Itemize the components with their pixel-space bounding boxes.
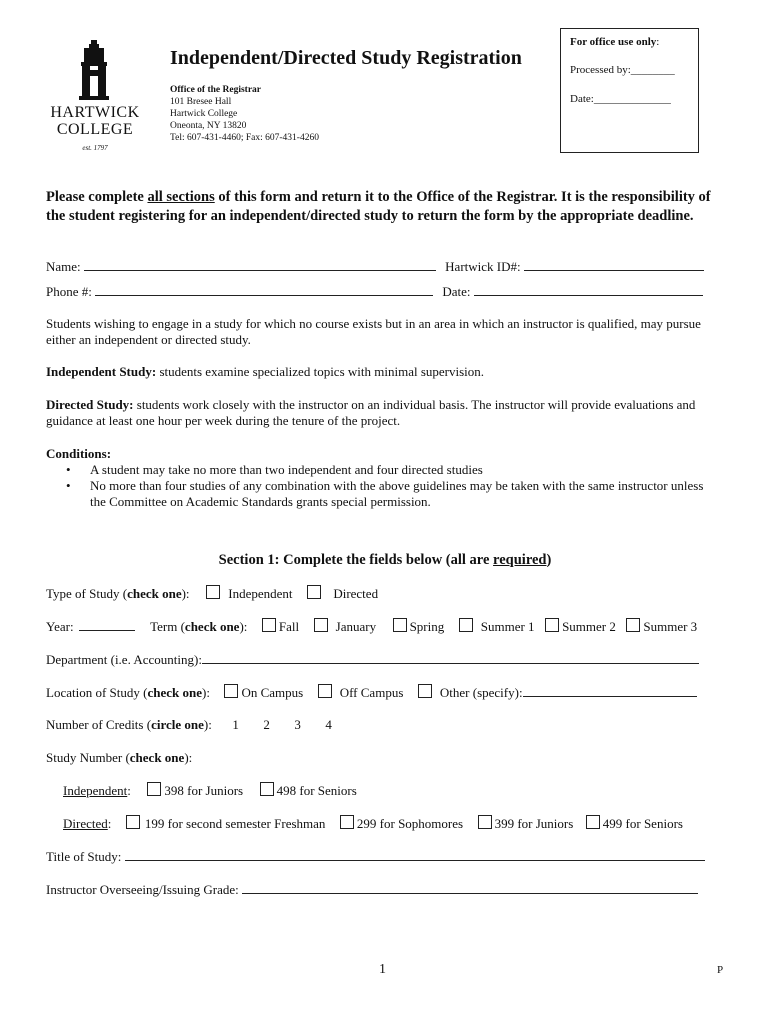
college-tower-icon (46, 40, 144, 108)
credit-option-1[interactable]: 1 (232, 717, 239, 732)
location-on-campus-checkbox[interactable] (224, 684, 238, 698)
type-directed-checkbox[interactable] (307, 585, 321, 599)
department-row (46, 651, 699, 668)
processed-by-field[interactable]: Processed by:________ (570, 64, 675, 76)
name-id-row (46, 258, 704, 275)
type-independent-checkbox[interactable] (206, 585, 220, 599)
condition-item: • A student may take no more than two independent and four directed studies (66, 462, 483, 477)
term-summer3-label: Summer 3 (643, 619, 698, 634)
study-description: Students wishing to engage in a study for which no course exists but in an area in which an instructor is qualified, may pursue either an independent or directed study. (46, 316, 701, 347)
directed-study-definition: Directed Study: students work closely with the instructor on an individual basis. The instructor will provide evaluations and guidance at least one hour per week during the tenure of the project. (46, 397, 696, 428)
term-label: Term (check one): (150, 619, 248, 634)
term-spring-label: Spring (409, 619, 445, 634)
study-299-label: 299 for Sophomores (356, 816, 464, 831)
term-summer1-checkbox[interactable] (459, 618, 473, 632)
study-498-label: 498 for Seniors (276, 783, 357, 798)
term-fall-checkbox[interactable] (262, 618, 276, 632)
name-label: Name: (46, 259, 81, 274)
credit-option-2[interactable]: 2 (263, 717, 270, 732)
directed-numbers-row: Directed: 199 for second semester Freshman 299 for Sophomores 399 for Juniors 499 for Seniors (63, 816, 683, 831)
location-other-field[interactable] (523, 684, 697, 697)
study-499-label: 499 for Seniors (602, 816, 683, 831)
office-date-field[interactable]: Date:______________ (570, 93, 671, 105)
registrar-address2: Hartwick College (170, 109, 238, 119)
location-row (46, 684, 697, 701)
independent-numbers-label: Independent (63, 783, 128, 798)
title-field[interactable] (125, 848, 705, 861)
term-january-checkbox[interactable] (314, 618, 328, 632)
instructor-row (46, 881, 698, 898)
logo-name-line1: HARTWICK (50, 104, 140, 121)
date-label: Date: (442, 284, 471, 299)
study-499-checkbox[interactable] (586, 815, 600, 829)
credit-option-3[interactable]: 3 (294, 717, 301, 732)
type-of-study-row (46, 585, 378, 602)
location-other-label: Other (specify): (439, 685, 523, 700)
logo-name-line2: COLLEGE (56, 121, 134, 138)
study-399-label: 399 for Juniors (494, 816, 574, 831)
study-299-checkbox[interactable] (340, 815, 354, 829)
term-january-label: January (335, 619, 377, 634)
name-field[interactable] (84, 258, 436, 271)
credit-option-4[interactable]: 4 (325, 717, 332, 732)
intro-instructions: Please complete all sections of this form and return it to the Office of the Registrar. It is the responsibility of the student registering for an independent/directed study to return the form by the appropriate deadline. (46, 189, 711, 224)
registrar-address1: 101 Bresee Hall (170, 97, 232, 107)
term-summer3-checkbox[interactable] (626, 618, 640, 632)
office-use-heading: For office use only: (570, 36, 660, 48)
condition-item: • No more than four studies of any combination with the above guidelines may be taken with the same instructor unless the Committee on Academic Standards grants special permission. (66, 478, 704, 509)
study-199-label: 199 for second semester Freshman (144, 816, 326, 831)
corner-mark: P (717, 964, 724, 976)
type-independent-label: Independent (228, 586, 293, 601)
conditions-list (66, 462, 722, 510)
location-other-checkbox[interactable] (418, 684, 432, 698)
title-label: Title of Study: (46, 849, 122, 864)
bullet-icon: • (66, 478, 71, 493)
location-label: Location of Study (check one): (46, 685, 210, 700)
year-label: Year: (46, 619, 74, 634)
conditions-heading: Conditions: (46, 446, 112, 461)
section1-heading: Section 1: Complete the fields below (all are required) (218, 552, 552, 568)
term-spring-checkbox[interactable] (393, 618, 407, 632)
credits-label: Number of Credits (circle one): (46, 717, 212, 732)
location-off-campus-checkbox[interactable] (318, 684, 332, 698)
location-off-campus-label: Off Campus (339, 685, 404, 700)
term-fall-label: Fall (278, 619, 300, 634)
study-498-checkbox[interactable] (260, 782, 274, 796)
registrar-office: Office of the Registrar (170, 85, 262, 95)
independent-study-definition: Independent Study: students examine specialized topics with minimal supervision. (46, 364, 485, 379)
study-199-checkbox[interactable] (126, 815, 140, 829)
year-field[interactable] (79, 618, 135, 631)
credits-row (46, 717, 332, 733)
independent-numbers-row: Independent: 398 for Juniors 498 for Seniors (63, 783, 357, 798)
bullet-icon: • (66, 462, 71, 477)
study-number-row (46, 750, 192, 766)
phone-field[interactable] (95, 283, 433, 296)
instructor-field[interactable] (242, 881, 698, 894)
phone-label: Phone #: (46, 284, 92, 299)
term-summer2-label: Summer 2 (562, 619, 616, 634)
logo-established: est. 1797 (82, 144, 108, 152)
type-of-study-label: Type of Study (check one): (46, 586, 190, 601)
date-field[interactable] (474, 283, 703, 296)
title-row (46, 848, 705, 865)
term-summer2-checkbox[interactable] (545, 618, 559, 632)
study-399-checkbox[interactable] (478, 815, 492, 829)
hartwick-id-label: Hartwick ID#: (445, 259, 521, 274)
instructor-label: Instructor Overseeing/Issuing Grade: (46, 882, 239, 897)
directed-numbers-label: Directed (63, 816, 108, 831)
college-logo (46, 40, 144, 155)
phone-date-row (46, 283, 703, 300)
registrar-block (170, 84, 319, 144)
registrar-address3: Oneonta, NY 13820 (170, 121, 247, 131)
form-title: Independent/Directed Study Registration (170, 47, 522, 69)
office-use-box (560, 28, 699, 153)
hartwick-id-field[interactable] (524, 258, 704, 271)
study-398-label: 398 for Juniors (164, 783, 244, 798)
type-directed-label: Directed (333, 586, 379, 601)
term-summer1-label: Summer 1 (480, 619, 535, 634)
department-label: Department (i.e. Accounting): (46, 652, 202, 667)
location-on-campus-label: On Campus (241, 685, 304, 700)
department-field[interactable] (202, 651, 699, 664)
study-398-checkbox[interactable] (147, 782, 161, 796)
page-number: 1 (379, 962, 386, 977)
year-term-row (46, 618, 697, 635)
study-number-label: Study Number (check one): (46, 750, 193, 765)
registrar-phone: Tel: 607-431-4460; Fax: 607-431-4260 (170, 133, 319, 143)
